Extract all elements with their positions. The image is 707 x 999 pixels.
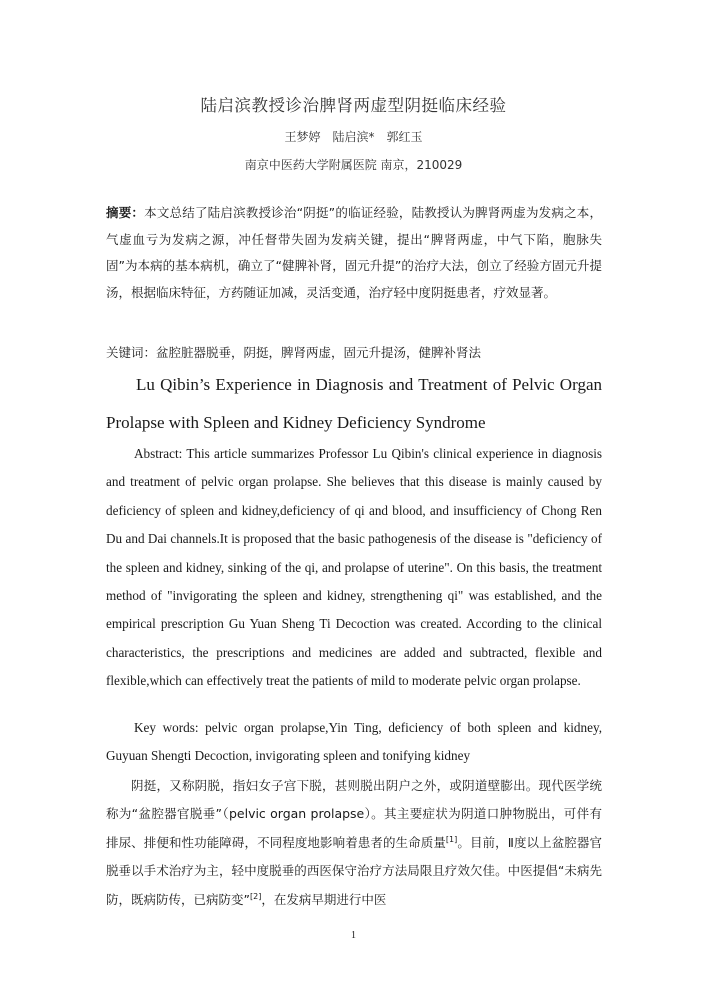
abstract-en-text: Abstract: This article summarizes Professor Lu Qibin's clinical experience in diagnosis and treatment of pelvic organ prolapse. She believes that this disease is mainly caused by deficiency of spleen and kidney,deficiency of qi and blood, and insufficiency of Chong Ren Du and Dai channels.It is proposed that the basic pathogenesis of the disease is "deficiency of the spleen and kidney, sinking of the qi, and prolapse of uterine". On this basis, the treatment method of "invigorating the spleen and kidney, strengthening qi" was established, and the empirical prescription Gu Yuan Sheng Ti Decoction was created. According to the clinical characteristics, the prescriptions and medicines are added and subtracted, flexible and flexible,which can effectively treat the patients of mild to moderate pelvic organ prolapse. — [106, 446, 602, 689]
page-number: 1 — [351, 930, 356, 941]
paper-title-en-line2: Prolapse with Spleen and Kidney Deficiency Syndrome — [106, 413, 486, 432]
keywords-en-text: Key words: pelvic organ prolapse,Yin Ting, deficiency of both spleen and kidney, Guyuan Shengti Decoction, invigorating spleen and tonifying kidney — [106, 720, 602, 764]
affiliation: 南京中医药大学附属医院 南京，210029 — [244, 158, 463, 172]
paper-title-en — [106, 366, 602, 442]
paper-title-cn: 陆启滨教授诊治脾肾两虚型阴挺临床经验 — [200, 96, 507, 115]
body-text-1: 阴挺，又称阴脱，指妇女子宫下脱，甚则脱出阴户之外，或阴道壁膨出。现代医学统称为“盆腔器官脱垂”（pelvic organ prolapse）。其主要症状为阴道口肿物脱出，可伴有排尿、排便和性功能障碍，不同程度地影响着患者的生命质量 — [106, 778, 602, 850]
keywords-cn — [106, 340, 602, 367]
body-text-2: 。目前，Ⅱ度以上盆腔器官脱垂以手术治疗为主，轻中度脱垂的西医保守治疗方法局限且疗效欠佳。中医提倡“未病先防，既病防传，已病防变” — [106, 834, 602, 907]
abstract-cn-label: 摘要： — [106, 205, 145, 220]
body-paragraph — [106, 772, 602, 914]
paper-title-en-line1: Lu Qibin’s Experience in Diagnosis and Treatment of Pelvic Organ — [136, 375, 602, 394]
author-list: 王梦婷 陆启滨* 郭红玉 — [284, 130, 423, 144]
keywords-en — [106, 714, 602, 771]
keywords-cn-text: 盆腔脏器脱垂，阴挺，脾肾两虚，固元升提汤，健脾补肾法 — [156, 345, 482, 360]
abstract-cn — [106, 200, 602, 306]
citation-ref[interactable]: [2] — [249, 891, 262, 901]
citation-ref[interactable]: [1] — [445, 834, 458, 844]
abstract-cn-text: 本文总结了陆启滨教授诊治“阴挺”的临证经验，陆教授认为脾肾两虚为发病之本，气虚血亏为发病之源，冲任督带失固为发病关键，提出“脾肾两虚，中气下陷，胞脉失固”为本病的基本病机，确立了“健脾补肾，固元升提”的治疗大法，创立了经验方固元升提汤，根据临床特征，方药随证加减，灵活变通，治疗轻中度阴挺患者，疗效显著。 — [106, 205, 602, 300]
abstract-en — [106, 440, 602, 696]
keywords-cn-label: 关键词： — [106, 345, 157, 360]
body-text-3: ，在发病早期进行中医 — [261, 891, 387, 907]
